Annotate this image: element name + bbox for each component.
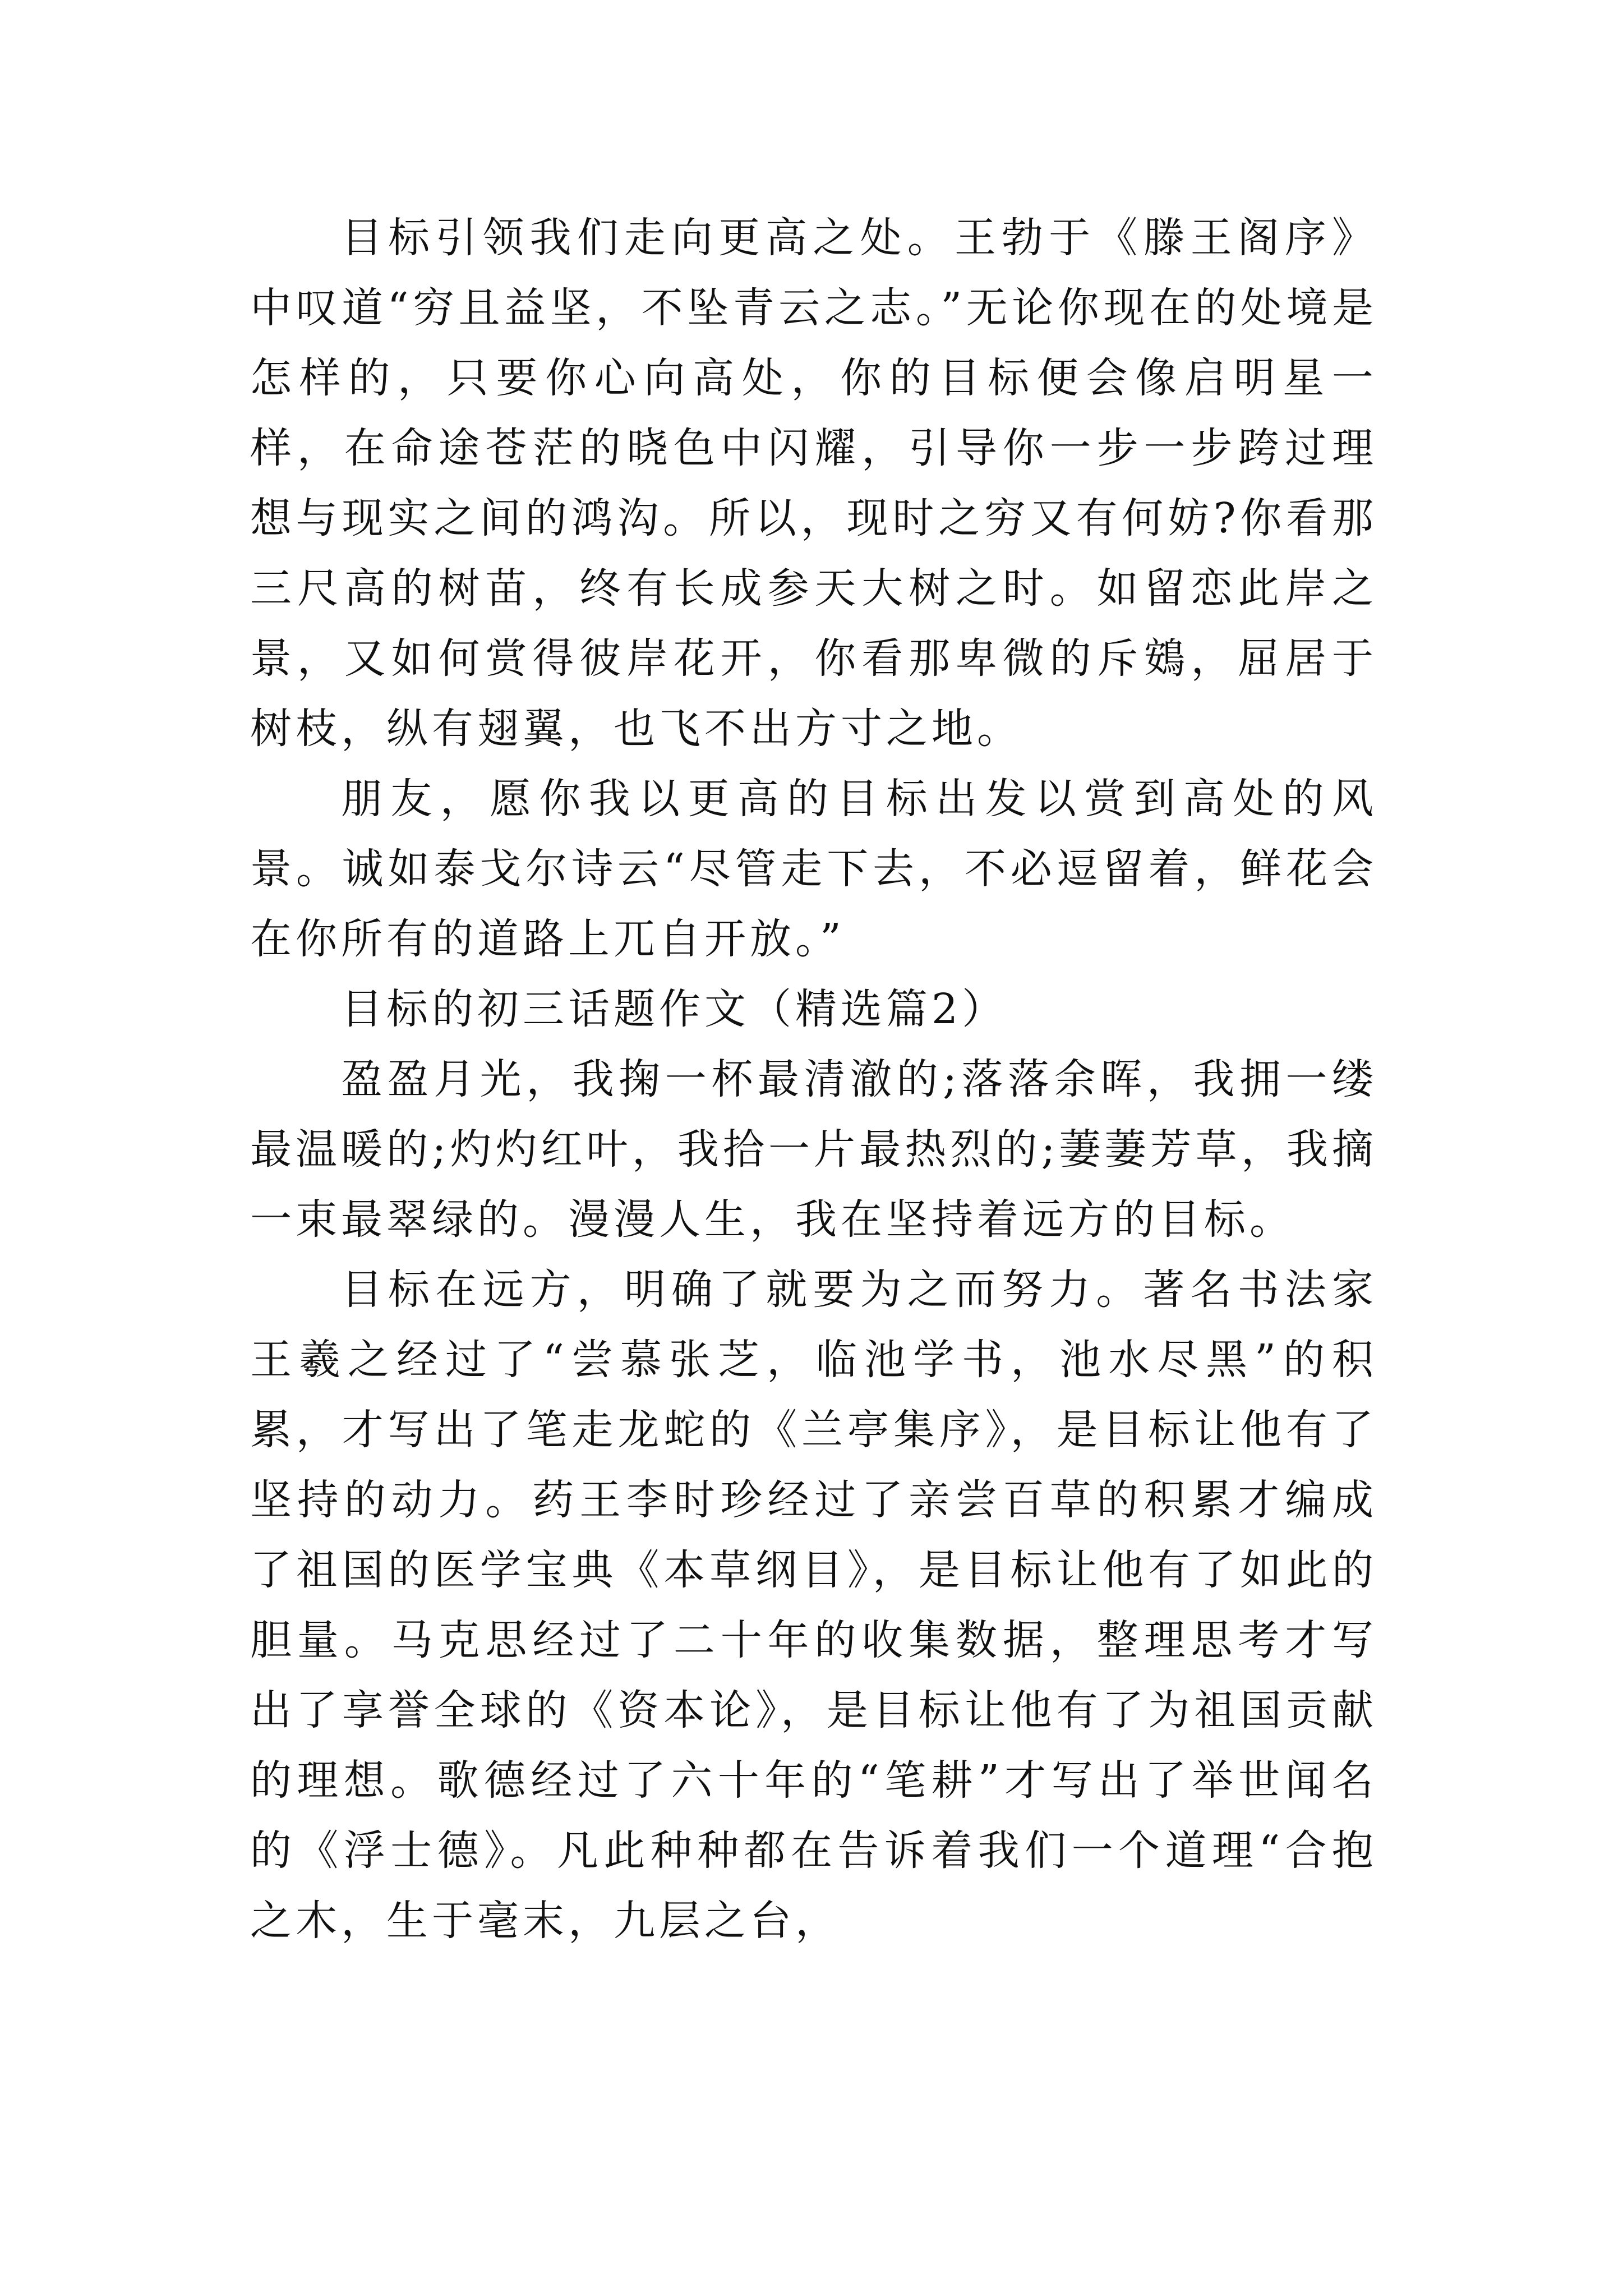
paragraph-2: 朋友，愿你我以更高的目标出发以赏到高处的风景。诚如泰戈尔诗云“尽管走下去，不必逗留着，鲜花会在你所有的道路上兀自开放。”	[250, 775, 1377, 963]
paragraph-1: 目标引领我们走向更高之处。王勃于《滕王阁序》中叹道“穷且益坚，不坠青云之志。”无论你现在的处境是怎样的，只要你心向高处，你的目标便会像启明星一样，在命途苍茫的晓色中闪耀，引导你一步一步跨过理想与现实之间的鸿沟。所以，现时之穷又有何妨?你看那三尺高的树苗，终有长成参天大树之时。如留恋此岸之景，又如何赏得彼岸花开，你看那卑微的斥鴳，屈居于树枝，纵有翅翼，也飞不出方寸之地。	[250, 214, 1377, 753]
paragraph-3: 盈盈月光，我掬一杯最清澈的;落落余晖，我拥一缕最温暖的;灼灼红叶，我拾一片最热烈的;萋萋芳草，我摘一束最翠绿的。漫漫人生，我在坚持着远方的目标。	[250, 1055, 1377, 1244]
section-heading: 目标的初三话题作文（精选篇2）	[341, 985, 1008, 1033]
paragraph-4: 目标在远方，明确了就要为之而努力。著名书法家王羲之经过了“尝慕张芝，临池学书，池水尽黑”的积累，才写出了笔走龙蛇的《兰亭集序》，是目标让他有了坚持的动力。药王李时珍经过了亲尝百草的积累才编成了祖国的医学宝典《本草纲目》，是目标让他有了如此的胆量。马克思经过了二十年的收集数据，整理思考才写出了享誉全球的《资本论》，是目标让他有了为祖国贡献的理想。歌德经过了六十年的“笔耕”才写出了举世闻名的《浮士德》。凡此种种都在告诉着我们一个道理“合抱之木，生于毫末，九层之台，	[250, 1266, 1377, 1945]
document-body	[250, 203, 1377, 1956]
